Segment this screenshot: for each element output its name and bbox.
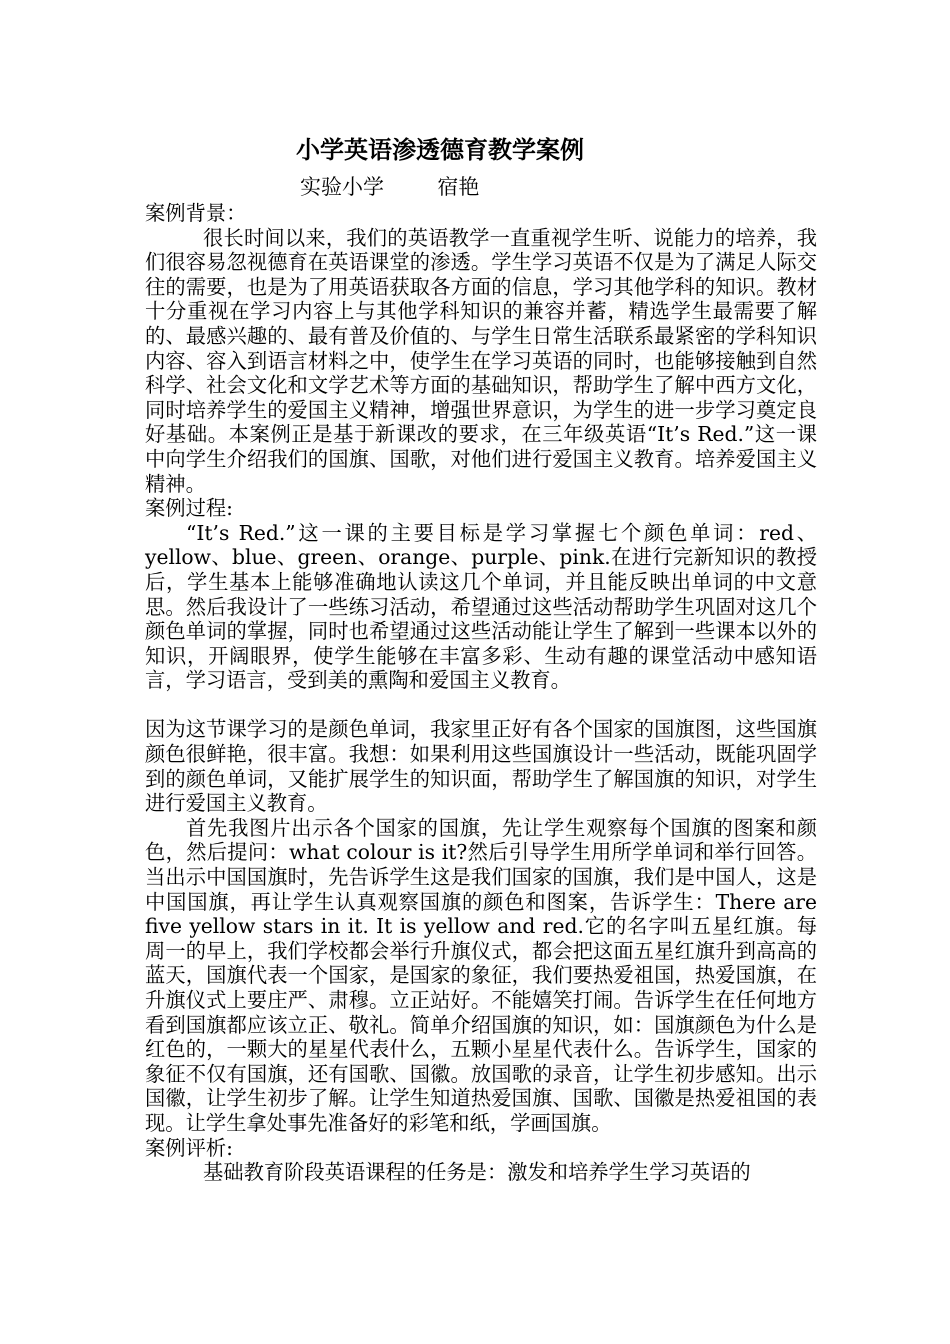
paragraph-spacer [145, 693, 817, 718]
analysis-paragraph: 基础教育阶段英语课程的任务是：激发和培养学生学习英语的 [203, 1160, 751, 1185]
author-line: 实验小学 宿艳 [300, 175, 480, 199]
process-paragraph-3: 首先我图片出示各个国家的国旗，先让学生观察每个国旗的图案和颜色，然后提问：what colour is it?然后引导学生用所学单词和举行回答。当出示中国国旗时，先告诉学生这是我们国家的国旗，我们是中国人，这是中国国旗，再让学生认真观察国旗的颜色和图案，告诉学生：There are five yellow stars in it. It is yellow and red.它的名字叫五星红旗。每周一的早上，我们学校都会举行升旗仪式，都会把这面五星红旗升到高高的蓝天，国旗代表一个国家，是国家的象征，我们要热爱祖国，热爱国旗，在升旗仪式上要庄严、肃穆。立正站好。不能嬉笑打闹。告诉学生在任何地方看到国旗都应该立正、敬礼。简单介绍国旗的知识，如：国旗颜色为什么是红色的，一颗大的星星代表什么，五颗小星星代表什么。告诉学生，国家的象征不仅有国旗，还有国歌、国徽。放国歌的录音，让学生初步感知。出示国徽，让学生初步了解。让学生知道热爱国旗、国歌、国徽是热爱祖国的表现。让学生拿处事先准备好的彩笔和纸，学画国旗。 [145, 815, 817, 1135]
document-body [145, 201, 817, 1185]
document-title: 小学英语渗透德育教学案例 [296, 135, 584, 164]
background-heading: 案例背景： [145, 201, 247, 225]
analysis-heading: 案例评析: [145, 1135, 233, 1160]
process-paragraph-2: 因为这节课学习的是颜色单词，我家里正好有各个国家的国旗图，这些国旗颜色很鲜艳，很丰富。我想：如果利用这些国旗设计一些活动，既能巩固学到的颜色单词，又能扩展学生的知识面，帮助学生了解国旗的知识，对学生进行爱国主义教育。 [145, 717, 817, 816]
process-heading: 案例过程: [145, 496, 233, 521]
background-paragraph: 很长时间以来，我们的英语教学一直重视学生听、说能力的培养，我们很容易忽视德育在英语课堂的渗透。学生学习英语不仅是为了满足人际交往的需要，也是为了用英语获取各方面的信息，学习其他学科的知识。教材十分重视在学习内容上与其他学科知识的兼容并蓄，精选学生最需要了解的、最感兴趣的、最有普及价值的、与学生日常生活联系最紧密的学科知识内容、容入到语言材料之中，使学生在学习英语的同时，也能够接触到自然科学、社会文化和文学艺术等方面的基础知识，帮助学生了解中西方文化，同时培养学生的爱国主义精神，增强世界意识，为学生的进一步学习奠定良好基础。本案例正是基于新课改的要求，在三年级英语“It’s Red.”这一课中向学生介绍我们的国旗、国歌，对他们进行爱国主义教育。培养爱国主义精神。 [145, 225, 817, 496]
process-paragraph-1: “It’s Red.”这一课的主要目标是学习掌握七个颜色单词：red、yellow、blue、green、orange、purple、pink.在进行完新知识的教授后，学生基本上能够准确地认读这几个单词，并且能反映出单词的中文意思。然后我设计了一些练习活动，希望通过这些活动帮助学生巩固对这几个颜色单词的掌握，同时也希望通过这些活动能让学生了解到一些课本以外的知识，开阔眼界，使学生能够在丰富多彩、生动有趣的课堂活动中感知语言，学习语言，受到美的熏陶和爱国主义教育。 [145, 520, 817, 693]
